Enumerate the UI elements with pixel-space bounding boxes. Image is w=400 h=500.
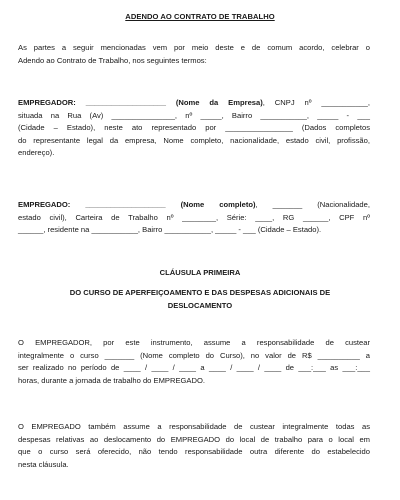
empregado-label: EMPREGADO:: [18, 200, 71, 209]
empregador-line: (Cidade – Estado), neste ato representado por ________________ (Dados completos: [18, 123, 370, 133]
empregador-line: [18, 97, 370, 110]
empregador-line: endereço).: [18, 148, 55, 158]
clause-subheading: DESLOCAMENTO: [167, 301, 233, 310]
clause-subheading: DO CURSO DE APERFEIÇOAMENTO E DAS DESPESAS ADICIONAIS DE: [69, 288, 331, 297]
clause-line: O EMPREGADOR, por este instrumento, assume a responsabilidade de custear: [18, 338, 370, 347]
document-title: ADENDO AO CONTRATO DE TRABALHO: [125, 12, 275, 21]
clause-paragraph-1: [18, 337, 370, 387]
clause-line: despesas relativas ao deslocamento do EMPREGADO do local de trabalho para o local em: [18, 434, 370, 444]
empregado-name-blank: ___________________: [70, 200, 166, 209]
clause-line: ser realizado no período de ____ / ____ / ____ a ____ / ____ / ____ de ___:___ as ___:___: [18, 363, 370, 373]
empregado-nationality: , _______ (Nacionalidade,: [255, 200, 370, 209]
empregado-line: estado civil), Carteira de Trabalho nº ________, Série: ____, RG ______, CPF nº: [18, 212, 370, 222]
clause-line: O EMPREGADO também assume a responsabilidade de custear integralmente todas as: [18, 422, 370, 431]
empregador-name-blank: ___________________: [75, 98, 166, 107]
empregador-name-hint: (Nome da Empresa): [165, 98, 263, 107]
empregado-name-hint: (Nome completo): [165, 200, 256, 209]
empregado-line: ______, residente na ___________, Bairro ___________, _____ - ___ (Cidade – Estado).: [18, 225, 322, 235]
empregador-paragraph: [18, 97, 370, 160]
clause-line: integralmente o curso _______ (Nome completo do Curso), no valor de R$ __________ a: [18, 350, 370, 360]
intro-line: As partes a seguir mencionadas vem por meio deste e de comum acordo, celebrar o: [18, 43, 370, 52]
clause-heading: CLÁUSULA PRIMEIRA: [159, 268, 241, 277]
empregado-line: [18, 199, 370, 212]
empregador-label: EMPREGADOR:: [18, 98, 76, 107]
empregador-line: do representante legal da empresa, Nome completo, nacionalidade, estado civil, profissão,: [18, 135, 370, 145]
empregador-cnpj: , CNPJ nº ___________,: [262, 98, 370, 107]
intro-line: Adendo ao Contrato de Trabalho, nos seguintes termos:: [18, 55, 207, 65]
clause-line: horas, durante a jornada de trabalho do EMPREGADO.: [18, 375, 205, 385]
intro-paragraph: [18, 42, 370, 67]
empregado-paragraph: [18, 199, 370, 237]
clause-paragraph-2: [18, 421, 370, 471]
clause-line: que o curso será oferecido, não tendo responsabilidade outra diferente do estabelecido: [18, 447, 370, 457]
clause-line: nesta cláusula.: [18, 459, 69, 469]
empregador-line: situada na Rua (Av) _______________, nº _____, Bairro ___________, _____ - ___: [18, 110, 370, 120]
